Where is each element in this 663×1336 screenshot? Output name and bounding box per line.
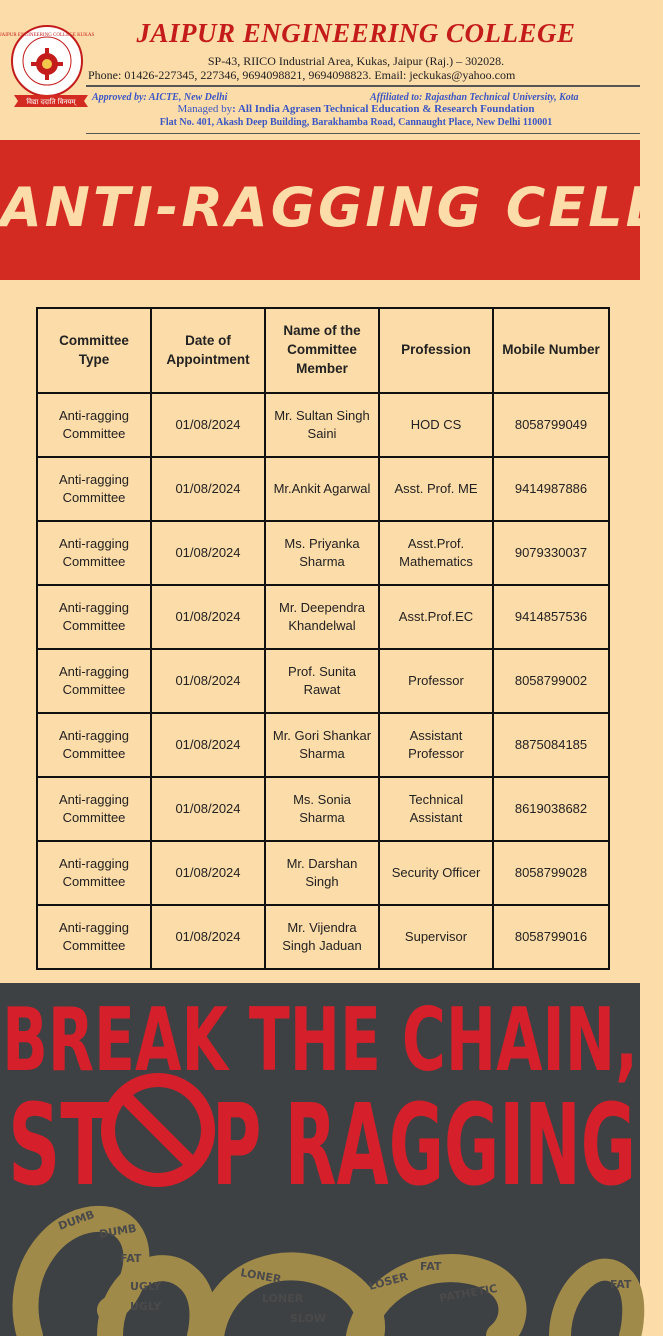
cell-profession: HOD CS [379,393,493,457]
cell-mobile: 8058799028 [493,841,609,905]
table-body [37,393,609,969]
header-member-name: Name of the Committee Member [265,308,379,393]
header-mobile-number: Mobile Number [493,308,609,393]
cell-committee-type: Anti-ragging Committee [37,457,151,521]
chain-illustration [0,1190,640,1336]
cell-date: 01/08/2024 [151,521,265,585]
banner-title: ANTI-RAGGING CELL [0,176,663,239]
managed-org: : All India Agrasen Technical Education & Research Foundation [232,103,535,115]
cell-committee-type: Anti-ragging Committee [37,393,151,457]
table-row [37,585,609,649]
managed-by-text [96,103,616,115]
cell-member-name: Prof. Sunita Rawat [265,649,379,713]
college-address: SP-43, RIICO Industrial Area, Kukas, Jaipur (Raj.) – 302028. [207,54,505,68]
cell-member-name: Mr. Gori Shankar Sharma [265,713,379,777]
chain-word: DUMB [98,1221,138,1241]
header-committee-type: Committee Type [37,308,151,393]
cell-committee-type: Anti-ragging Committee [37,713,151,777]
college-logo [0,24,95,98]
cell-committee-type: Anti-ragging Committee [37,649,151,713]
chain-word: LONER [239,1266,283,1287]
cell-date: 01/08/2024 [151,713,265,777]
cell-committee-type: Anti-ragging Committee [37,841,151,905]
stop-rest: P RAGGING [212,1081,636,1211]
cell-mobile: 9414857536 [493,585,609,649]
chain-word: SLOW [290,1312,327,1325]
table-header-row [37,308,609,393]
contact-line: Phone: 01426-227345, 227346, 9694098821, 9694098823. Email: jeckukas@yahoo.com [88,68,516,82]
table-row [37,521,609,585]
college-name: JAIPUR ENGINEERING COLLEGE [136,18,576,48]
cell-committee-type: Anti-ragging Committee [37,521,151,585]
cell-committee-type: Anti-ragging Committee [37,777,151,841]
cell-mobile: 8875084185 [493,713,609,777]
chain-word: FAT [120,1252,142,1265]
college-header [0,0,640,138]
cell-profession: Asst.Prof. Mathematics [379,521,493,585]
chain-word: FAT [610,1278,632,1291]
stop-st: ST [8,1081,110,1211]
chain-word: DUMB [56,1207,97,1233]
cell-profession: Assistant Professor [379,713,493,777]
cell-date: 01/08/2024 [151,905,265,969]
cell-date: 01/08/2024 [151,841,265,905]
cell-date: 01/08/2024 [151,393,265,457]
no-sign-icon [108,1080,208,1180]
cell-member-name: Mr. Vijendra Singh Jaduan [265,905,379,969]
affiliation-text: Affiliated to: Rajasthan Technical University, Kota [370,92,579,103]
table-row [37,457,609,521]
cell-date: 01/08/2024 [151,585,265,649]
table-row [37,649,609,713]
header-profession: Profession [379,308,493,393]
cell-member-name: Mr. Deependra Khandelwal [265,585,379,649]
cell-member-name: Ms. Sonia Sharma [265,777,379,841]
cell-member-name: Mr. Sultan Singh Saini [265,393,379,457]
cell-mobile: 8058799049 [493,393,609,457]
cell-profession: Technical Assistant [379,777,493,841]
cell-committee-type: Anti-ragging Committee [37,585,151,649]
chain-word: FAT [420,1260,442,1273]
cell-mobile: 8619038682 [493,777,609,841]
cell-profession: Professor [379,649,493,713]
cell-member-name: Ms. Priyanka Sharma [265,521,379,585]
cell-profession: Asst. Prof. ME [379,457,493,521]
cell-committee-type: Anti-ragging Committee [37,905,151,969]
cell-profession: Security Officer [379,841,493,905]
logo-text: JAIPUR ENGINEERING COLLEGE KUKAS [0,33,95,38]
approval-text: Approved by: AICTE, New Delhi [92,92,228,103]
table-row [37,777,609,841]
cell-mobile: 9079330037 [493,521,609,585]
cell-profession: Supervisor [379,905,493,969]
motto-text: विद्या ददाति विनयम् [26,98,76,106]
cell-profession: Asst.Prof.EC [379,585,493,649]
cell-date: 01/08/2024 [151,457,265,521]
cell-mobile: 8058799002 [493,649,609,713]
table-row [37,905,609,969]
chain-word: LOSER [367,1270,410,1293]
chain-word: PATHETIC [438,1281,499,1305]
header-date-of-appointment: Date of Appointment [151,308,265,393]
motto-banner [12,92,90,110]
managed-prefix: Managed by [177,103,233,115]
head-office-address: Flat No. 401, Akash Deep Building, Barakhamba Road, Cannaught Place, New Delhi 110001 [159,117,553,128]
chain-word: LONER [262,1292,304,1305]
committee-table [36,307,610,970]
cell-date: 01/08/2024 [151,777,265,841]
cell-mobile: 8058799016 [493,905,609,969]
table-row [37,393,609,457]
chain-word: UGLY [130,1280,162,1293]
header-divider-bottom [86,133,640,134]
cell-member-name: Mr. Darshan Singh [265,841,379,905]
header-divider [86,85,640,87]
chain-word: UGLY [130,1300,162,1313]
poster-headline: BREAK THE CHAIN, [2,990,638,1092]
table-row [37,841,609,905]
table-row [37,713,609,777]
cell-member-name: Mr.Ankit Agarwal [265,457,379,521]
cell-mobile: 9414987886 [493,457,609,521]
stop-ragging-text [0,1062,640,1211]
cell-date: 01/08/2024 [151,649,265,713]
